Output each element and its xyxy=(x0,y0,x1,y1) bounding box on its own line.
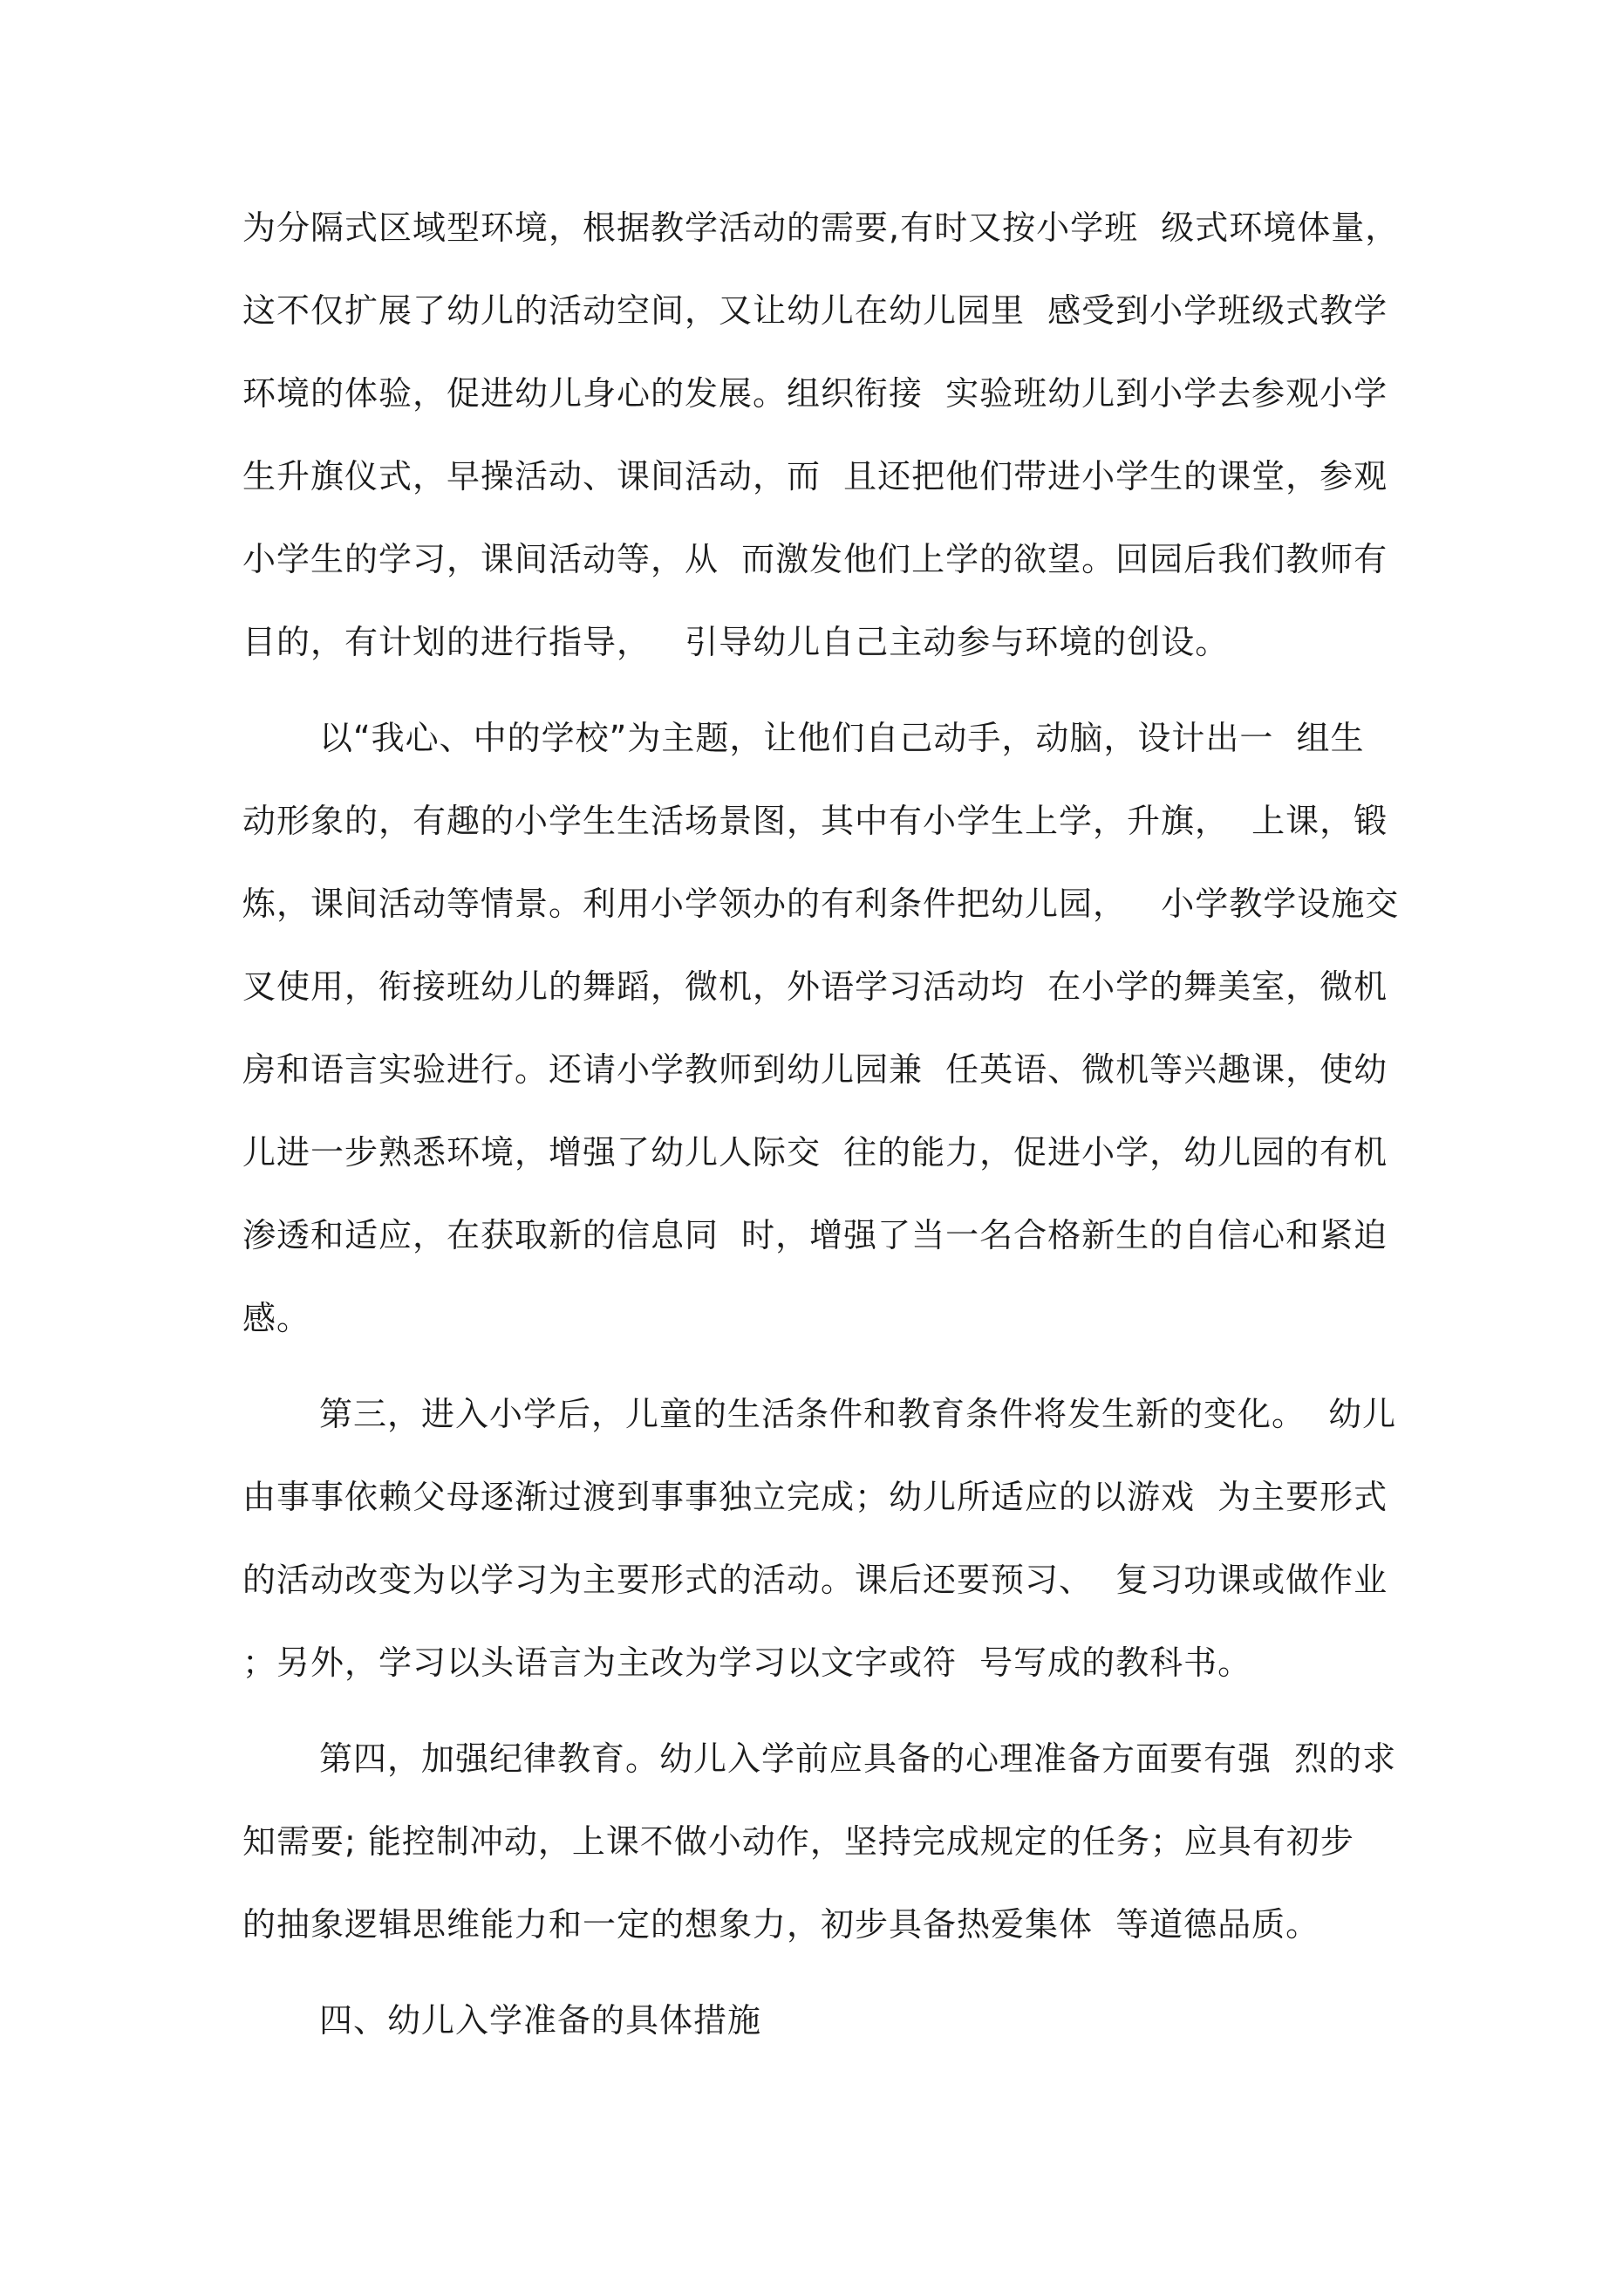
text-line: 炼，课间活动等情景。利用小学领办的有利条件把幼儿园， 小学教学设施交 xyxy=(242,885,1400,923)
text-line: 感。 xyxy=(242,1299,311,1337)
section-heading: 四、幼儿入学准备的具体措施 xyxy=(319,2001,762,2040)
text-line: 的活动改变为以学习为主要形式的活动。课后还要预习、 复习功课或做作业 xyxy=(242,1561,1388,1599)
text-line: ；另外，学习以头语言为主改为学习以文字或符 号写成的教科书。 xyxy=(242,1643,1252,1682)
text-line: 房和语言实验进行。还请小学教师到幼儿园兼 任英语、微机等兴趣课，使幼 xyxy=(242,1050,1388,1089)
text-line: 生升旗仪式，早操活动、课间活动，而 且还把他们带进小学生的课堂，参观 xyxy=(242,457,1388,495)
text-line: 以“我心、中的学校”为主题，让他们自己动手，动脑，设计出一 组生 xyxy=(319,719,1365,757)
text-line: 第三，进入小学后，儿童的生活条件和教育条件将发生新的变化。 幼儿 xyxy=(319,1395,1397,1433)
text-line: 儿进一步熟悉环境，增强了幼儿人际交 往的能力，促进小学，幼儿园的有机 xyxy=(242,1133,1388,1172)
text-line: 由事事依赖父母逐渐过渡到事事独立完成；幼儿所适应的以游戏 为主要形式 xyxy=(242,1478,1388,1516)
text-line: 叉使用，衔接班幼儿的舞蹈，微机，外语学习活动均 在小学的舞美室，微机 xyxy=(242,967,1388,1006)
text-line: 小学生的学习，课间活动等，从 而激发他们上学的欲望。回园后我们教师有 xyxy=(242,540,1388,578)
text-line: 环境的体验，促进幼儿身心的发展。组织衔接 实验班幼儿到小学去参观小学 xyxy=(242,374,1388,413)
text-line: 目的，有计划的进行指导， 引导幼儿自己主动参与环境的创设。 xyxy=(242,623,1230,661)
text-line: 的抽象逻辑思维能力和一定的想象力，初步具备热爱集体 等道德品质。 xyxy=(242,1905,1320,1944)
text-line: 这不仅扩展了幼儿的活动空间，又让幼儿在幼儿园里 感受到小学班级式教学 xyxy=(242,291,1388,330)
text-line: 为分隔式区域型环境，根据教学活动的需要,有时又按小学班 级式环境体量， xyxy=(242,208,1400,247)
text-line: 知需要; 能控制冲动，上课不做小动作，坚持完成规定的任务；应具有初步 xyxy=(242,1822,1354,1861)
text-line: 动形象的，有趣的小学生生活场景图，其中有小学生上学，升旗， 上课，锻 xyxy=(242,802,1388,840)
text-line: 第四，加强纪律教育。幼儿入学前应具备的心理准备方面要有强 烈的求 xyxy=(319,1739,1397,1778)
text-line: 渗透和适应，在获取新的信息同 时，增强了当一名合格新生的自信心和紧迫 xyxy=(242,1216,1388,1254)
